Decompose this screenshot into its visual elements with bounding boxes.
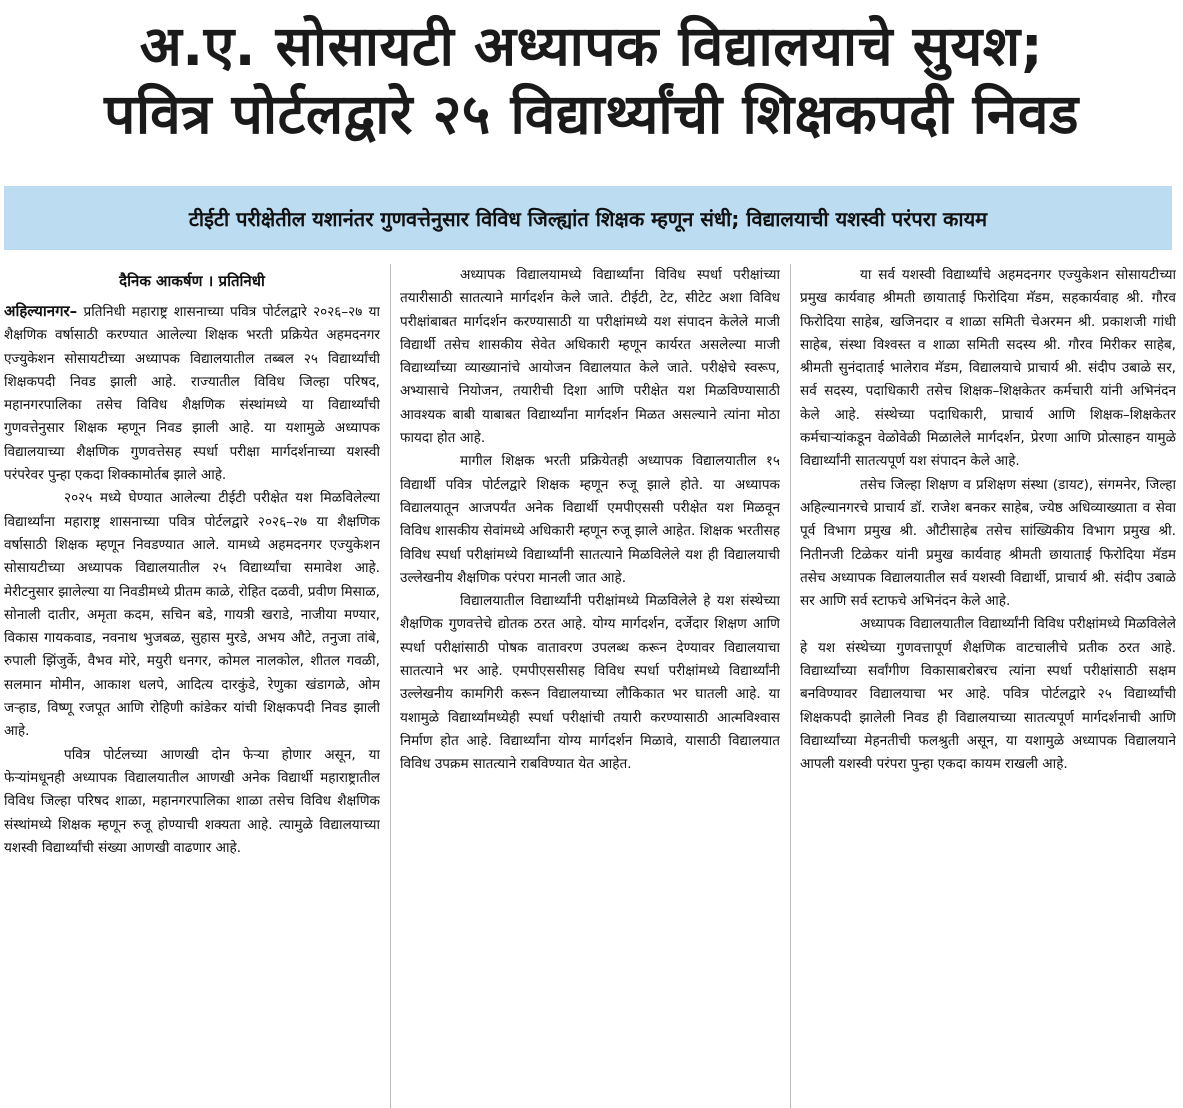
paragraph: तसेच जिल्हा शिक्षण व प्रशिक्षण संस्था (डायट), संगमनेर, जिल्हा अहिल्यानगरचे प्राचार्य डॉ. राजेश बनकर साहेब, ज्येष्ठ अधिव्याख्याता व सेवा पूर्व विभाग प्रमुख श्री. औटीसाहेब तसेच सांख्यिकीय विभाग प्रमुख श्री. नितीनजी टिळेकर यांनी प्रमुख कार्यवाह श्रीमती छायाताई फिरोदिया मॅडम तसेच अध्यापक विद्यालयातील सर्व यशस्वी विद्यार्थी, प्राचार्य श्री. संदीप उबाळे सर आणि सर्व स्टाफचे अभिनंदन केले आहे. — [800, 476, 1176, 610]
paragraph: या सर्व यशस्वी विद्यार्थ्यांचे अहमदनगर एज्युकेशन सोसायटीच्या प्रमुख कार्यवाह श्रीमती छायाताई फिरोदिया मॅडम, सहकार्यवाह श्री. गौरव फिरोदिया साहेब, खजिनदार व शाळा समिती चेअरमन श्री. प्रकाशजी गांधी साहेब, संस्था विश्वस्त व शाळा समिती सदस्य श्री. गौरव मिरीकर साहेब, श्रीमती सुनंदाताई भालेराव मॅडम, विद्यालयाचे प्राचार्य श्री. संदीप उबाळे सर, सर्व सदस्य, पदाधिकारी तसेच शिक्षक–शिक्षकेतर कर्मचारी यांनी अभिनंदन केले आहे. संस्थेच्या पदाधिकारी, प्राचार्य आणि शिक्षक–शिक्षकेतर कर्मचाऱ्यांकडून वेळोवेळी मिळालेले मार्गदर्शन, प्रेरणा आणि प्रोत्साहन यामुळे विद्यार्थ्यांनी सातत्यपूर्ण यश संपादन केले आहे. — [800, 267, 1176, 470]
paragraph: पवित्र पोर्टलच्या आणखी दोन फेऱ्या होणार असून, या फेऱ्यांमधूनही अध्यापक विद्यालयातील आणखी अनेक विद्यार्थी महाराष्ट्रातील विविध जिल्हा परिषद शाळा, महानगरपालिका शाळा तसेच विविध शैक्षणिक संस्थांमध्ये शिक्षक म्हणून रुजू होण्याची शक्यता आहे. त्यामुळे विद्यालयाच्या यशस्वी विद्यार्थ्यांची संख्या आणखी वाढणार आहे. — [4, 746, 380, 856]
subheadline: टीईटी परीक्षेतील यशानंतर गुणवत्तेनुसार विविध जिल्ह्यांत शिक्षक म्हणून संधी; विद्यालयाची यशस्वी परंपरा कायम — [188, 206, 988, 231]
headline-line-1: अ.ए. सोसायटी अध्यापक विद्यालयाचे सुयश; — [139, 14, 1044, 78]
column-2 — [400, 264, 780, 1108]
article-body — [4, 264, 1176, 1108]
subheadline-band — [4, 186, 1172, 250]
paragraph-text: प्रतिनिधी महाराष्ट्र शासनाच्या पवित्र पोर्टलद्वारे २०२६–२७ या शैक्षणिक वर्षासाठी करण्यात आलेल्या शिक्षक भरती प्रक्रियेत अहमदनगर एज्युकेशन सोसायटीच्या अध्यापक विद्यालयातील तब्बल २५ विद्यार्थ्यांची शिक्षकपदी निवड झाली आहे. राज्यातील विविध जिल्हा परिषद, महानगरपालिका तसेच विविध शैक्षणिक संस्थांमध्ये या विद्यार्थ्यांची गुणवत्तेनुसार शिक्षक म्हणून निवड झाली आहे. या यशामुळे अध्यापक विद्यालयाच्या शैक्षणिक गुणवत्तेसह स्पर्धा परीक्षा मार्गदर्शनाच्या यशस्वी परंपरेवर पुन्हा एकदा शिक्कामोर्तब झाले आहे. — [4, 304, 380, 484]
column-1 — [4, 264, 380, 1108]
headline — [0, 0, 1183, 146]
paragraph: २०२५ मध्ये घेण्यात आलेल्या टीईटी परीक्षेत यश मिळविलेल्या विद्यार्थ्यांना महाराष्ट्र शासनाच्या पवित्र पोर्टलद्वारे २०२६–२७ या शैक्षणिक वर्षासाठी शिक्षक म्हणून निवडण्यात आले. यामध्ये अहमदनगर एज्युकेशन सोसायटीच्या अध्यापक विद्यालयातील २५ विद्यार्थ्यांचा समावेश आहे. मेरीटनुसार झालेल्या या निवडीमध्ये प्रीतम काळे, रोहित दळवी, प्रवीण मिसाळ, सोनाली दातीर, अमृता कदम, सचिन बडे, गायत्री खराडे, नाजीया मण्यार, विकास गायकवाड, नवनाथ भुजबळ, सुहास मुरडे, अभय औटे, तनुजा तांबे, रुपाली झिंजुर्के, वैभव मोरे, मयुरी धनगर, कोमल नालकोल, शीतल गवळी, सलमान मोमीन, आकाश धलपे, आदित्य दारकुंडे, रेणुका खंडागळे, ओम जऱ्हाड, विष्णू रजपूत आणि रोहिणी कांडेकर यांची शिक्षकपदी निवड झाली आहे. — [4, 490, 380, 740]
paragraph: मागील शिक्षक भरती प्रक्रियेतही अध्यापक विद्यालयातील १५ विद्यार्थी पवित्र पोर्टलद्वारे शिक्षक म्हणून रुजू झाले होते. या अध्यापक विद्यालयातून आजपर्यंत अनेक विद्यार्थी एमपीएससी परीक्षेत यश मिळवून विविध शासकीय सेवांमध्ये अधिकारी म्हणून रुजू झाले आहेत. शिक्षक भरतीसह विविध स्पर्धा परीक्षांमध्ये विद्यार्थ्यांनी सातत्याने मिळविलेले यश ही विद्यालयाची उल्लेखनीय शैक्षणिक परंपरा मानली जात आहे. — [400, 453, 780, 586]
byline: दैनिक आकर्षण । प्रतिनिधी — [119, 272, 265, 290]
paragraph: अध्यापक विद्यालयातील विद्यार्थ्यांनी विविध परीक्षांमध्ये मिळविलेले हे यश संस्थेच्या गुणवत्तापूर्ण शैक्षणिक वाटचालीचे प्रतीक ठरत आहे. विद्यार्थ्यांच्या सर्वांगीण विकासाबरोबरच त्यांना स्पर्धा परीक्षांसाठी सक्षम बनविण्यावर विद्यालयाचा भर आहे. पवित्र पोर्टलद्वारे २५ विद्यार्थ्यांची शिक्षकपदी झालेली निवड ही विद्यालयाच्या सातत्यपूर्ण मार्गदर्शनाची आणि विद्यार्थ्यांच्या मेहनतीची फलश्रुती असून, या यशामुळे अध्यापक विद्यालयाने आपली यशस्वी परंपरा पुन्हा एकदा कायम राखली आहे. — [800, 616, 1176, 773]
column-3 — [800, 264, 1176, 1108]
headline-line-2: पवित्र पोर्टलद्वारे २५ विद्यार्थ्यांची शिक्षकपदी निवड — [104, 82, 1079, 146]
paragraph: विद्यालयातील विद्यार्थ्यांनी परीक्षांमध्ये मिळविलेले हे यश संस्थेच्या शैक्षणिक गुणवत्तेचे द्योतक ठरत आहे. योग्य मार्गदर्शन, दर्जेदार शिक्षण आणि स्पर्धा परीक्षांसाठी पोषक वातावरण उपलब्ध करून देण्यावर विद्यालयाचा सातत्याने भर आहे. एमपीएससीसह विविध स्पर्धा परीक्षांमध्ये विद्यार्थ्यांनी उल्लेखनीय कामगिरी करून विद्यालयाच्या लौकिकात भर घातली आहे. या यशामुळे विद्यार्थ्यांमध्येही स्पर्धा परीक्षांची तयारी करण्यासाठी आत्मविश्वास निर्माण होत आहे. विद्यार्थ्यांना योग्य मार्गदर्शन मिळावे, यासाठी विद्यालयात विविध उपक्रम सातत्याने राबविण्यात येत आहेत. — [400, 593, 780, 773]
column-divider — [790, 264, 791, 1108]
paragraph-lead — [4, 300, 380, 487]
dateline: अहिल्यानगर– — [4, 302, 78, 320]
column-divider — [390, 264, 391, 1108]
paragraph: अध्यापक विद्यालयामध्ये विद्यार्थ्यांना विविध स्पर्धा परीक्षांच्या तयारीसाठी सातत्याने मार्गदर्शन केले जाते. टीईटी, टेट, सीटेट अशा विविध परीक्षांबाबत मार्गदर्शन करण्यासाठी या परीक्षांमध्ये यश संपादन केलेले माजी विद्यार्थी तसेच शासकीय सेवेत अधिकारी म्हणून कार्यरत असलेल्या माजी विद्यार्थ्यांच्या व्याख्यानांचे आयोजन विद्यालयात केले जाते. परीक्षेचे स्वरूप, अभ्यासाचे नियोजन, तयारीची दिशा आणि परीक्षेत यश मिळविण्यासाठी आवश्यक बाबी याबाबत विद्यार्थ्यांना मार्गदर्शन मिळत असल्याने त्यांना मोठा फायदा होत आहे. — [400, 267, 780, 447]
